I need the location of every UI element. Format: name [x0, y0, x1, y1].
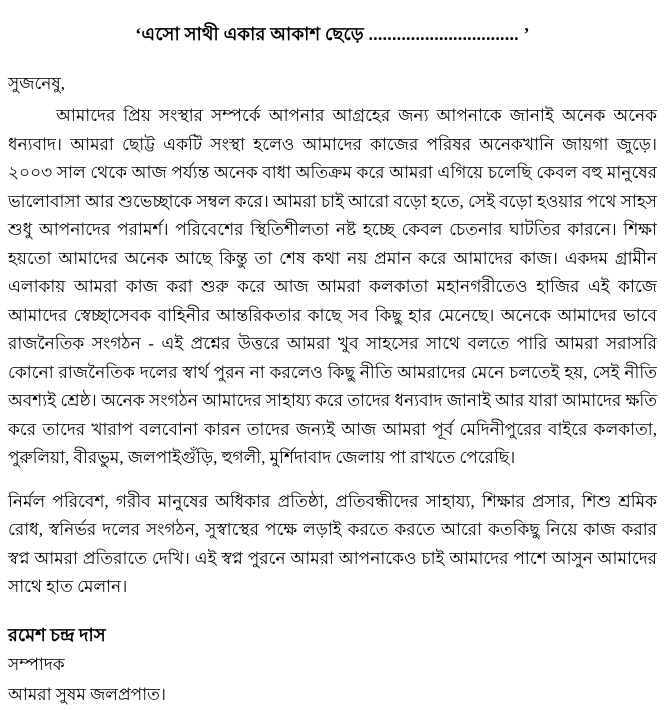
body-paragraph-1: আমাদের প্রিয় সংস্থার সম্পর্কে আপনার আগ্রহের জন্য আপনাকে জানাই অনেক অনেক ধন্যবাদ। আমরা ছোট্ট একটি সংস্থা হলেও আমাদের কাজের পরিষর অনেকখানি জায়গা জুড়ে। ২০০৩ সাল থেকে আজ পর্য্যন্ত অনেক বাধা অতিক্রম করে আমরা এগিয়ে চলেছি কেবল বহু মানুষের ভালোবাসা আর শুভেচ্ছাকে সম্বল করে। আমরা চাই আরো বড়ো হতে, সেই বড়ো হওয়ার পথে সাহস শুধু আপনাদের পরামর্শ। পরিবেশের স্থিতিশীলতা নষ্ট হচ্ছে কেবল চেতনার ঘাটতির কারনে। শিক্ষা হয়তো আমাদের অনেক আছে কিন্তু তা শেষ কথা নয় প্রমান করে আমাদের কাজ। একদম গ্রামীন এলাকায় আমরা কাজ করা শুরু করে আজ আমরা কলকাতা মহানগরীতেও হাজির এই কাজে আমাদের স্বেচ্ছাসেবক বাহিনীর আন্তরিকতার কাছে সব কিছু হার মেনেছে। অনেকে আমাদের ভাবে রাজনৈতিক সংগঠন - এই প্রশ্নের উত্তরে আমরা খুব সাহসের সাথে বলতে পারি আমরা সরাসরি কোনো রাজনৈতিক দলের স্বার্থ পুরন না করলেও কিছু নীতি আমরাদের মেনে চলতেই হয়, সেই নীতি অবশ্যই শ্রেষ্ঠ। অনেক সংগঠন আমাদের সাহায্য করে তাদের ধন্যবাদ জানাই আর যারা আমাদের ক্ষতি করে তাদের খারাপ বলবোনা কারন তাদের জন্যই আজ আমরা পূর্ব মেদিনীপুরের বাইরে কলকাতা, পুরুলিয়া, বীরভুম, জলপাইগুঁড়ি, হুগলী, মুর্শিদাবাদ জেলায় পা রাখতে পেরেছি। [8, 106, 657, 467]
letter-title: ‘এসো সাথী একার আকাশ ছেড়ে ................................ ’ [135, 24, 530, 44]
body-paragraph-2: নির্মল পরিবেশ, গরীব মানুষের অধিকার প্রতিষ্ঠা, প্রতিবন্ধীদের সাহায্য, শিক্ষার প্রসার, শিশু শ্রমিক রোধ, স্বনির্ভর দলের সংগঠন, সুস্বাস্থের পক্ষে লড়াই করতে করতে আরো কতকিছু নিয়ে কাজ করার স্বপ্ন আমরা প্রতিরাতে দেখি। এই স্বপ্ন পুরনে আমরা আপনাকেও চাই আমাদের পাশে আসুন আমাদের সাথে হাত মেলান। [8, 491, 657, 596]
signature-role: সম্পাদক [8, 654, 65, 674]
salutation: সুজনেষু, [8, 74, 66, 93]
signature-block [8, 620, 657, 710]
signature-organization: আমরা সুষম জলপ্রপাত। [8, 684, 166, 704]
signature-name: রমেশ চন্দ্র দাস [8, 624, 106, 645]
